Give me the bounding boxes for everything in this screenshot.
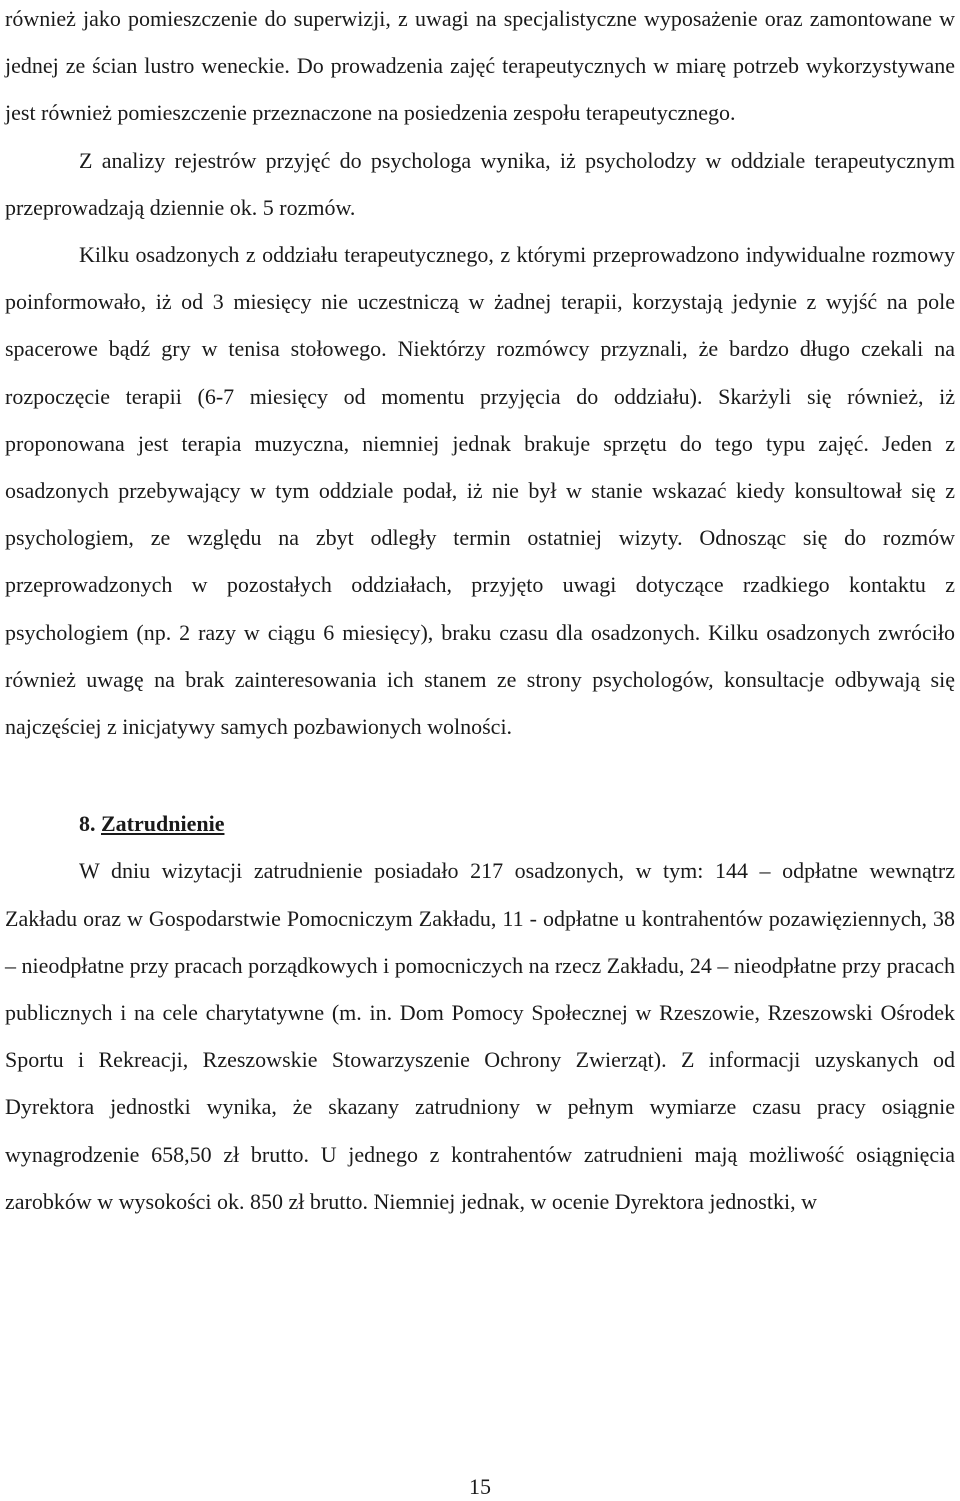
section-heading <box>5 800 955 847</box>
section-title: Zatrudnienie <box>101 811 225 837</box>
section-number: 8. <box>79 811 96 837</box>
paragraph: również jako pomieszczenie do superwizji, z uwagi na specjalistyczne wyposażenie oraz zamontowane w jednej ze ścian lustro weneckie. Do prowadzenia zajęć terapeutycznych w miarę potrzeb wykorzystywane jest również pomieszczenie przeznaczone na posiedzenia zespołu terapeutycznego. <box>5 6 955 126</box>
document-page <box>5 0 955 1225</box>
page-number: 15 <box>469 1474 491 1499</box>
paragraph: W dniu wizytacji zatrudnienie posiadało 217 osadzonych, w tym: 144 – odpłatne wewnątrz Zakładu oraz w Gospodarstwie Pomocniczym Zakładu, 11 - odpłatne u kontrahentów pozawięziennych, 38 – nieodpłatne przy pracach porządkowych i pomocniczych na rzecz Zakładu, 24 – nieodpłatne przy pracach publicznych i na cele charytatywne (m. in. Dom Pomocy Społecznej w Rzeszowie, Rzeszowski Ośrodek Sportu i Rekreacji, Rzeszowskie Stowarzyszenie Ochrony Zwierząt). Z informacji uzyskanych od Dyrektora jednostki wynika, że skazany zatrudniony w pełnym wymiarze czasu pracy osiągnie wynagrodzenie 658,50 zł brutto. U jednego z kontrahentów zatrudnieni mają możliwość osiągnięcia zarobków w wysokości ok. 850 zł brutto. Niemniej jednak, w ocenie Dyrektora jednostki, w <box>5 858 955 1214</box>
paragraph: Z analizy rejestrów przyjęć do psychologa wynika, iż psycholodzy w oddziale terapeutycznym przeprowadzają dziennie ok. 5 rozmów. <box>5 147 955 220</box>
paragraph: Kilku osadzonych z oddziału terapeutycznego, z którymi przeprowadzono indywidualne rozmowy poinformowało, iż od 3 miesięcy nie uczestniczą w żadnej terapii, korzystają jedynie z wyjść na pole spacerowe bądź gry w tenisa stołowego. Niektórzy rozmówcy przyznali, że bardzo długo czekali na rozpoczęcie terapii (6-7 miesięcy od momentu przyjęcia do oddziału). Skarżyli się również, iż proponowana jest terapia muzyczna, niemniej jednak brakuje sprzętu do tego typu zajęć. Jeden z osadzonych przebywający w tym oddziale podał, iż nie był w stanie wskazać kiedy konsultował się z psychologiem, ze względu na zbyt odległy termin ostatniej wizyty. Odnosząc się do rozmów przeprowadzonych w pozostałych oddziałach, przyjęto uwagi dotyczące rzadkiego kontaktu z psychologiem (np. 2 razy w ciągu 6 miesięcy), braku czasu dla osadzonych. Kilku osadzonych zwróciło również uwagę na brak zainteresowania ich stanem ze strony psychologów, konsultacje odbywają się najczęściej z inicjatywy samych pozbawionych wolności. <box>5 242 955 740</box>
document-body <box>5 0 955 1225</box>
